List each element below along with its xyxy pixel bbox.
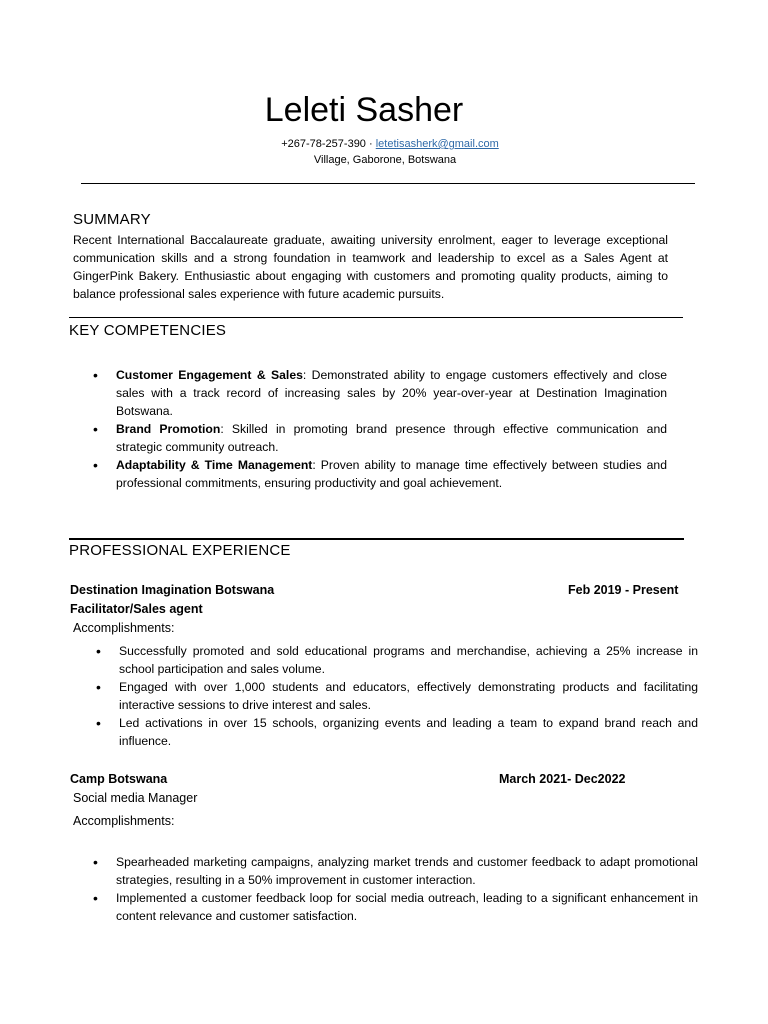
job-accomplishments-list (93, 853, 698, 925)
accomplishments-label: Accomplishments: (73, 621, 175, 635)
candidate-name: Leleti Sasher (264, 91, 464, 129)
accomplishment-text: Spearheaded marketing campaigns, analyzing market trends and customer feedback to adapt promotional strategies, resulting in a 50% improvement in customer interaction. (116, 855, 698, 887)
competency-title: Brand Promotion (116, 422, 221, 436)
job-accomplishments-list (96, 642, 698, 750)
phone-number: +267-78-257-390 (281, 138, 366, 150)
bullet-icon: • (96, 679, 101, 695)
bullet-icon: • (93, 890, 98, 906)
competencies-heading: KEY COMPETENCIES (69, 322, 227, 339)
list-item (93, 366, 667, 420)
accomplishment-text: Implemented a customer feedback loop for social media outreach, leading to a significant enhancement in content relevance and customer satisfaction. (116, 891, 698, 923)
accomplishment-text: Led activations in over 15 schools, organizing events and leading a team to expand brand reach and influence. (119, 716, 698, 748)
accomplishment-text: Successfully promoted and sold educational programs and merchandise, achieving a 25% increase in school participation and sales volume. (119, 644, 698, 676)
job-dates: Feb 2019 - Present (568, 583, 679, 597)
address: Village, Gaborone, Botswana (313, 154, 457, 166)
list-item (93, 456, 667, 492)
competencies-list (93, 366, 667, 492)
job-dates: March 2021- Dec2022 (499, 772, 626, 786)
list-item (96, 642, 698, 678)
list-item (93, 889, 698, 925)
competency-text: : Demonstrated ability to engage customers effectively and close sales with a track record of increasing sales by 20% year-over-year at Destination Imagination Botswana. (116, 368, 667, 418)
summary-text: Recent International Baccalaureate graduate, awaiting university enrolment, eager to leverage exceptional communication skills and a strong foundation in teamwork and leadership to excel as a Sales Agent at GingerPink Bakery. Enthusiastic about engaging with customers and promoting quality products, aiming to balance professional sales experience with future academic pursuits. (73, 233, 668, 301)
competency-text: : Proven ability to manage time effectively between studies and professional commitments, ensuring productivity and goal achievement. (116, 458, 667, 490)
job-role: Facilitator/Sales agent (70, 602, 203, 616)
summary-heading: SUMMARY (73, 211, 151, 228)
contact-separator: · (369, 138, 373, 150)
bullet-icon: • (96, 715, 101, 731)
list-item (93, 853, 698, 889)
experience-heading: PROFESSIONAL EXPERIENCE (69, 542, 291, 559)
bullet-icon: • (93, 854, 98, 870)
email-link[interactable]: letetisasherk@gmail.com (375, 138, 499, 150)
header-divider (81, 183, 695, 184)
bullet-icon: • (93, 421, 98, 437)
accomplishment-text: Engaged with over 1,000 students and educators, effectively demonstrating products and facilitating interactive sessions to drive interest and sales. (119, 680, 698, 712)
list-item (96, 714, 698, 750)
accomplishments-label: Accomplishments: (73, 814, 175, 828)
competencies-divider (69, 538, 684, 540)
list-item (96, 678, 698, 714)
competency-title: Adaptability & Time Management (116, 458, 313, 472)
bullet-icon: • (96, 643, 101, 659)
bullet-icon: • (93, 367, 98, 383)
job-company: Camp Botswana (70, 772, 168, 786)
summary-divider (69, 317, 683, 318)
job-role: Social media Manager (73, 791, 198, 805)
bullet-icon: • (93, 457, 98, 473)
job-company: Destination Imagination Botswana (70, 583, 275, 597)
contact-line (0, 137, 768, 151)
list-item (93, 420, 667, 456)
competency-text: : Skilled in promoting brand presence through effective communication and strategic community outreach. (116, 422, 667, 454)
competency-title: Customer Engagement & Sales (116, 368, 303, 382)
